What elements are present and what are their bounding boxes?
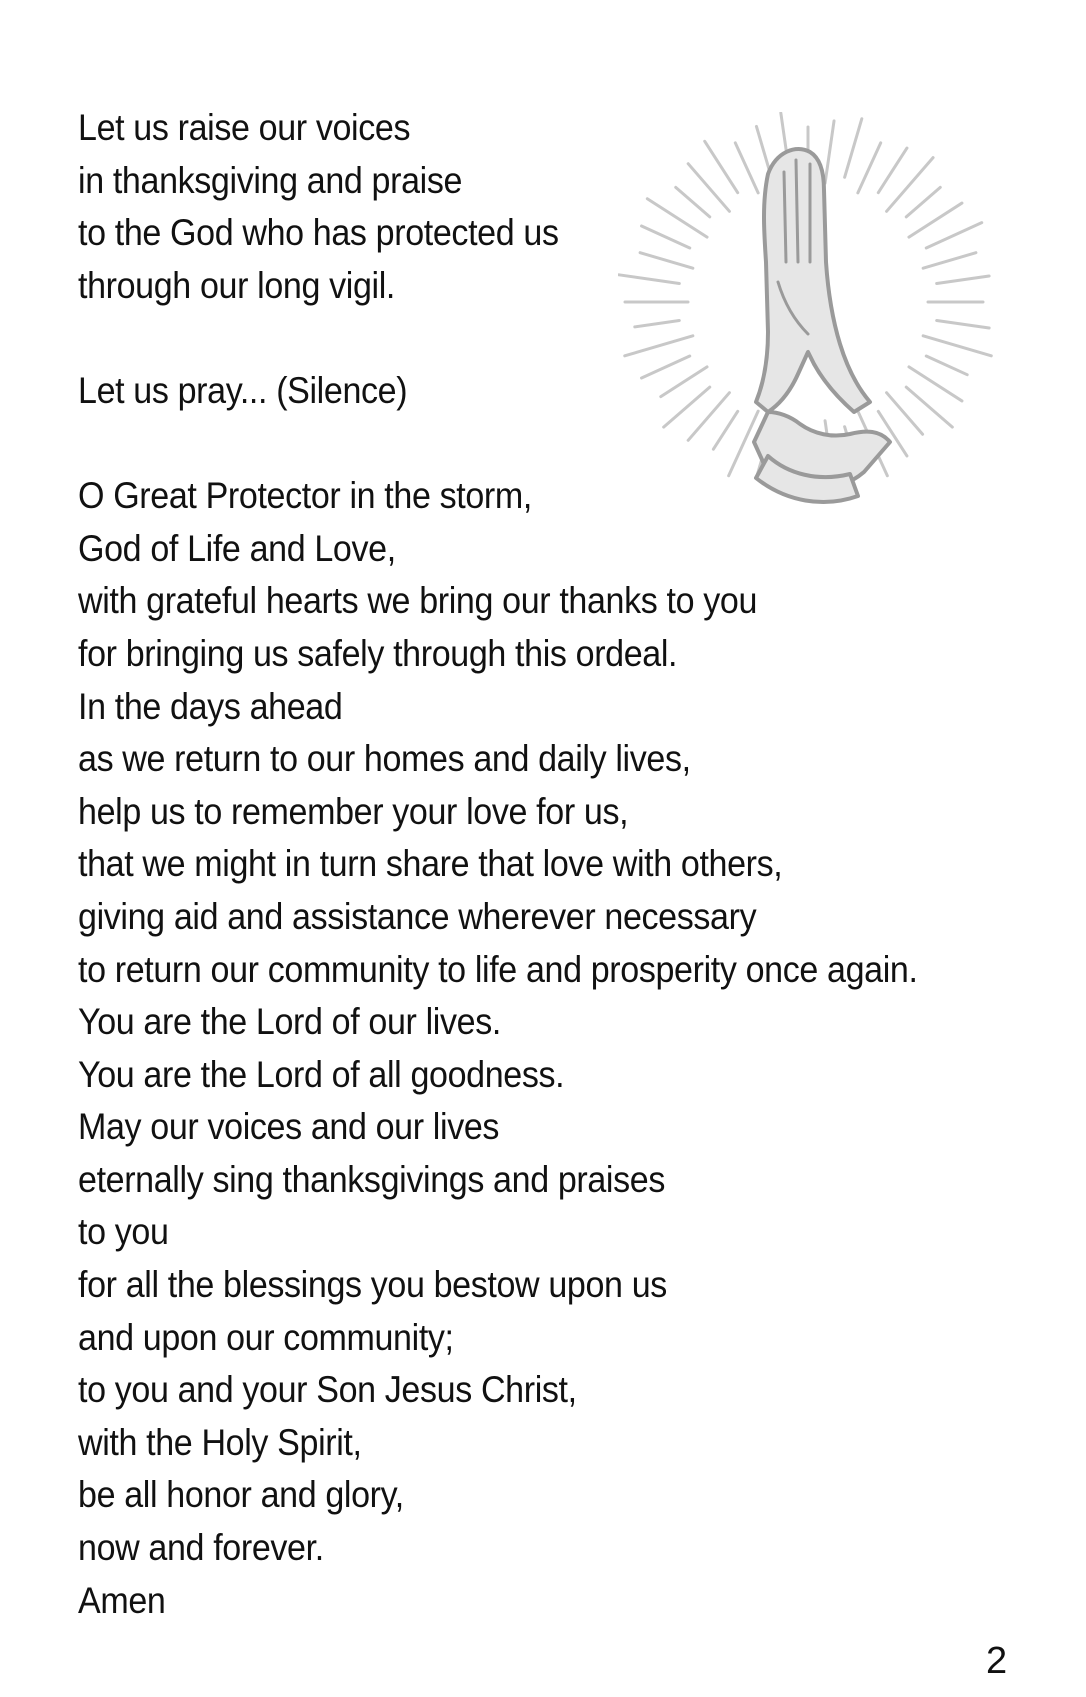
- prayer-line: May our voices and our lives: [78, 1106, 500, 1148]
- prayer-line: and upon our community;: [78, 1316, 454, 1358]
- prayer-line: O Great Protector in the storm,: [78, 475, 532, 517]
- prayer-line: as we return to our homes and daily lives,: [78, 738, 691, 780]
- prayer-line: for bringing us safely through this ordeal.: [78, 632, 678, 674]
- prayer-line: help us to remember your love for us,: [78, 790, 629, 832]
- prayer-line: In the days ahead: [78, 685, 343, 727]
- prayer-text: [78, 102, 943, 1627]
- page-number: 2: [986, 1640, 1008, 1682]
- prayer-line: with the Holy Spirit,: [78, 1421, 362, 1463]
- stanza-invitation: [78, 102, 943, 312]
- prayer-line: giving aid and assistance wherever necessary: [78, 895, 757, 937]
- prayer-line: You are the Lord of our lives.: [78, 1001, 501, 1043]
- prayer-line: You are the Lord of all goodness.: [78, 1053, 565, 1095]
- amen-line: Amen: [78, 1579, 166, 1621]
- prayer-line: through our long vigil.: [78, 264, 396, 306]
- prayer-line: now and forever.: [78, 1527, 324, 1569]
- prayer-line: to the God who has protected us: [78, 212, 559, 254]
- prayer-line: that we might in turn share that love with others,: [78, 843, 783, 885]
- stanza-main-prayer: [78, 470, 943, 1627]
- ray: [937, 276, 989, 284]
- prayer-line: be all honor and glory,: [78, 1474, 404, 1516]
- stanza-let-us-pray: [78, 365, 943, 418]
- prayer-line: to return our community to life and prosperity once again.: [78, 948, 918, 990]
- prayer-line: in thanksgiving and praise: [78, 159, 463, 201]
- prayer-line: Let us pray... (Silence): [78, 369, 408, 411]
- prayer-line: eternally sing thanksgivings and praises: [78, 1158, 666, 1200]
- prayer-line: to you: [78, 1211, 169, 1253]
- prayer-line: to you and your Son Jesus Christ,: [78, 1369, 577, 1411]
- prayer-line: with grateful hearts we bring our thanks to you: [78, 580, 758, 622]
- prayer-line: God of Life and Love,: [78, 527, 396, 569]
- prayer-line: Let us raise our voices: [78, 107, 411, 148]
- ray: [937, 321, 989, 329]
- prayer-line: for all the blessings you bestow upon us: [78, 1264, 667, 1306]
